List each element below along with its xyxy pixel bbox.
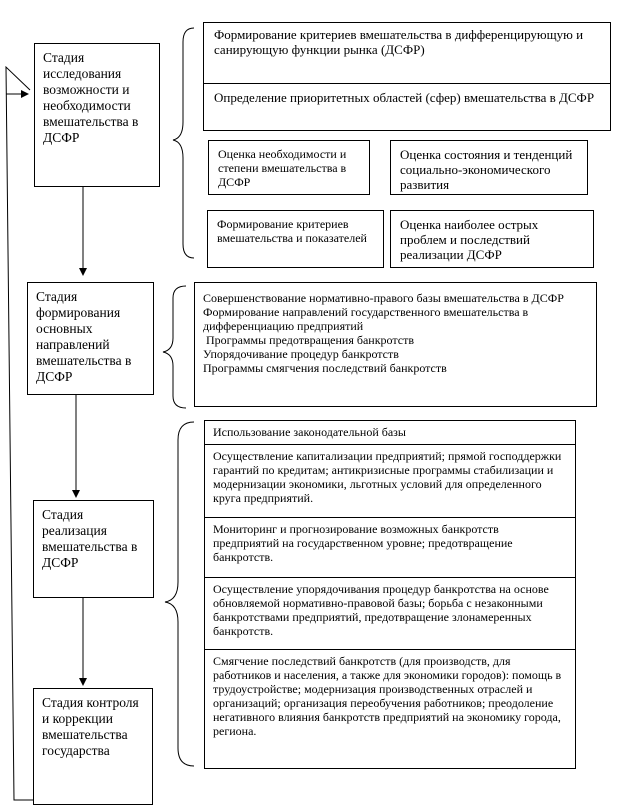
brace-1 <box>173 28 194 258</box>
brace-2 <box>163 286 186 408</box>
implementation-row-text: Смягчение последствий банкротств (для производств, для работников и населения, а также для экономики городов): помощь в трудоустройстве; модернизация производственных отраслей и организаций; организация переобучения работников; преодоление негативного влияния банкротств предприятий на экономику города, региона. <box>213 654 562 738</box>
directions-item: Упорядочивание процедур банкротств <box>203 347 399 361</box>
implementation-row-text: Осуществление упорядочивания процедур банкротства на основе обновляемой нормативно-правовой базы; борьба с незаконными банкротствами предприятий, предотвращение злонамеренных банкротств. <box>213 582 549 638</box>
criteria-formation-text: Формирование критериев вмешательства в дифференцирующую и санирующую функции рынка (ДСФР) <box>214 27 584 57</box>
directions-item: Формирование направлений государственного вмешательства в дифференциацию предприятий <box>203 305 529 333</box>
acute-problems-text: Оценка наиболее острых проблем и последствий реализации ДСФР <box>400 217 539 262</box>
stage-control-box <box>33 688 153 805</box>
stage-control-text: Стадия контроля и коррекции вмешательства государства <box>42 695 139 758</box>
implementation-table <box>204 420 576 769</box>
stage-research-box <box>34 43 160 187</box>
priority-areas-text: Определение приоритетных областей (сфер) вмешательства в ДСФР <box>214 90 595 105</box>
implementation-row-text: Мониторинг и прогнозирование возможных банкротств предприятий на государственном уровне; предотвращение банкротств. <box>213 522 513 564</box>
implementation-row <box>205 649 575 767</box>
directions-item: Программы смягчения последствий банкротств <box>203 361 447 375</box>
stage-implementation-text: Стадия реализация вмешательства в ДСФР <box>42 507 138 570</box>
stage-research-text: Стадия исследования возможности и необходимости вмешательства в ДСФР <box>43 50 139 145</box>
need-assessment-text: Оценка необходимости и степени вмешательства в ДСФР <box>218 147 347 189</box>
directions-item: Программы предотвращения банкротств <box>203 333 415 347</box>
need-assessment-box <box>208 140 370 195</box>
feedback-line <box>6 67 34 800</box>
brace-3 <box>165 422 194 766</box>
priority-areas-box <box>203 83 611 131</box>
stage-directions-box <box>27 282 154 395</box>
stage-directions-text: Стадия формирования основных направлений вмешательства в ДСФР <box>36 289 132 384</box>
directions-item: Совершенствование нормативно-правого базы вмешательства в ДСФР <box>203 291 564 305</box>
implementation-row-text: Осуществление капитализации предприятий; прямой господдержки гарантий по кредитам; антикризисные программы стабилизации и модернизации экономики, льготных условий для определенного круга предприятий. <box>213 449 562 505</box>
implementation-row <box>205 577 575 649</box>
implementation-row <box>205 444 575 517</box>
implementation-row-text: Использование законодательной базы <box>213 425 406 439</box>
indicators-formation-box <box>207 210 384 268</box>
implementation-row <box>205 421 575 444</box>
state-assessment-box <box>390 140 588 195</box>
criteria-formation-box <box>203 22 611 88</box>
acute-problems-box <box>390 210 594 268</box>
stage-implementation-box <box>33 500 154 598</box>
state-assessment-text: Оценка состояния и тенденций социально-экономического развития <box>400 147 573 192</box>
implementation-row <box>205 517 575 577</box>
directions-list-box <box>194 282 597 407</box>
indicators-formation-text: Формирование критериев вмешательства и показателей <box>217 217 367 245</box>
